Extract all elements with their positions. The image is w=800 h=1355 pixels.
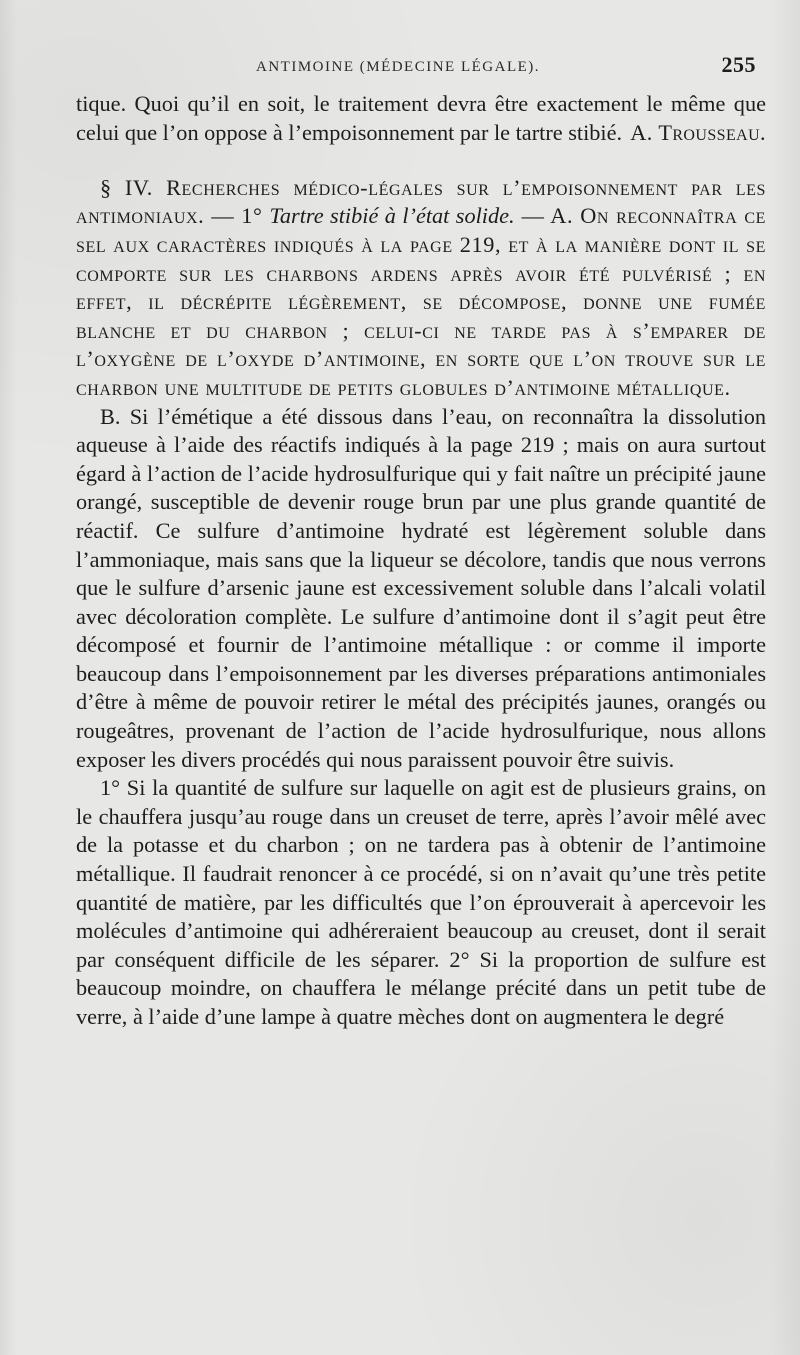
author-signature: A. Trousseau. [630,120,766,146]
section-heading [76,174,766,403]
section-heading-text: § IV. Recherches médico-légales sur l’empoisonnement par les antimoniaux. [76,174,766,229]
section-subheading-italic: Tartre stibié à l’état solide. [269,203,515,229]
page-header [76,52,764,82]
section-subheading-prefix: — 1° [211,203,263,229]
body-text [76,90,766,1032]
paragraph-dissolved-emetic: B. Si l’émétique a été dissous dans l’eau, on reconnaîtra la dissolution aqueuse à l’aide des réactifs indiqués à la page 219 ; mais on aura surtout égard à l’action de l’acide hydrosulfurique qui y fait naître un précipité jaune orangé, susceptible de devenir rouge brun par une plus grande quantité de réactif. Ce sulfure d’antimoine hydraté est légèrement soluble dans l’ammoniaque, mais sans que la liqueur se décolore, tandis que nous verrons que le sulfure d’arsenic jaune est excessivement soluble dans l’alcali volatil avec décoloration complète. Le sulfure d’antimoine dont il s’agit peut être décomposé et fournir de l’antimoine métallique : or comme il importe beaucoup dans l’empoisonnement par les diverses préparations antimoniales d’être à même de pouvoir retirer le métal des précipités jaunes, orangés ou rougeâtres, provenant de l’action de l’acide hydrosulfurique, nous allons exposer les divers procédés qui nous paraissent pouvoir être suivis. [76,403,766,772]
paragraph-sulfide-procedure: 1° Si la quantité de sulfure sur laquelle on agit est de plusieurs grains, on le chauffera jusqu’au rouge dans un creuset de terre, après l’avoir mêlé avec de la potasse et du charbon ; on ne tardera pas à obtenir de l’antimoine métallique. Il faudrait renoncer à ce procédé, si on n’avait qu’une très petite quantité de matière, par les difficultés que l’on éprouverait à apercevoir les molécules d’antimoine qui adhéreraient beaucoup au creuset, dont il serait par conséquent difficile de les séparer. 2° Si la proportion de sulfure est beaucoup moindre, on chauffera le mélange précité dans un petit tube de verre, à l’aide d’une lampe à quatre mèches dont on augmentera le degré [76,775,766,1029]
paragraph-solid-tartar: On reconnaîtra ce sel aux caractères indiqués à la page 219, et à la manière dont il se comporte sur les charbons ardens après avoir été pulvérisé ; en effet, il décrépite légèrement, se décompose, donne une fumée blanche et du charbon ; celui-ci ne tarde pas à s’emparer de l’oxygène de l’oxyde d’antimoine, en sorte que l’on trouve sur le charbon une multitude de petits globules d’antimoine métallique. [76,203,766,400]
running-head: ANTIMOINE (MÉDECINE LÉGALE). [256,59,541,75]
page-number: 255 [721,52,756,77]
section-subheading-suffix: — A. [521,203,574,229]
closing-paragraph-text: tique. Quoi qu’il en soit, le traitement devra être exactement le même que celui que l’on oppose à l’empoisonnement par le tartre stibié. [76,91,766,145]
